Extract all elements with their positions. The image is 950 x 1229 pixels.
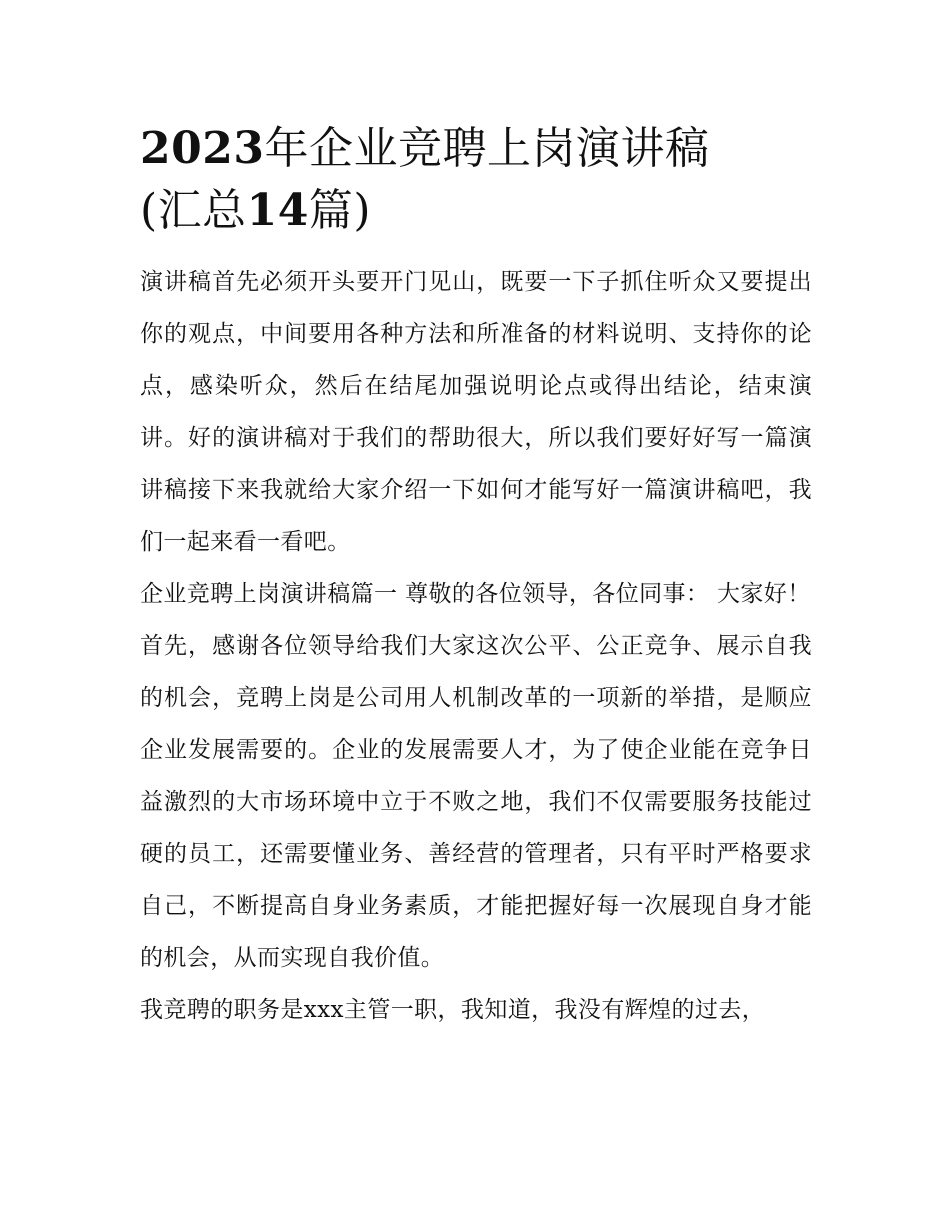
paragraph-greeting: 企业竞聘上岗演讲稿篇一 尊敬的各位领导，各位同事： 大家好！ — [140, 581, 811, 607]
title-text: 年企业竞聘上岗演讲稿 — [264, 123, 710, 174]
document-body — [140, 118, 812, 1036]
title-year: 2023 — [140, 123, 265, 174]
paragraph-thanks: 首先，感谢各位领导给我们大家这次公平、公正竞争、展示自我的机会，竞聘上岗是公司用人机制改革的一项新的举措，是顺应企业发展需要的。企业的发展需要人才，为了使企业能在竞争日益激烈的大市场环境中立于不败之地，我们不仅需要服务技能过硬的员工，还需要懂业务、善经营的管理者，只有平时严格要求自己，不断提高自身业务素质，才能把握好每一次展现自身才能的机会，从而实现自我价值。 — [140, 633, 812, 971]
title-open: (汇总 — [140, 185, 247, 236]
title-close: 篇) — [308, 185, 372, 236]
title-count: 14 — [246, 185, 309, 236]
paragraph-intro: 演讲稿首先必须开头要开门见山，既要一下子抓住听众又要提出你的观点，中间要用各种方法和所准备的材料说明、支持你的论点，感染听众，然后在结尾加强说明论点或得出结论，结束演讲。好的演讲稿对于我们的帮助很大，所以我们要好好写一篇演讲稿接下来我就给大家介绍一下如何才能写好一篇演讲稿吧，我们一起来看一看吧。 — [140, 269, 812, 555]
document-title — [140, 118, 812, 242]
title-line-2 — [140, 180, 812, 242]
paragraph-position: 我竞聘的职务是xxx主管一职，我知道，我没有辉煌的过去， — [140, 997, 766, 1023]
title-line-1 — [140, 118, 812, 180]
